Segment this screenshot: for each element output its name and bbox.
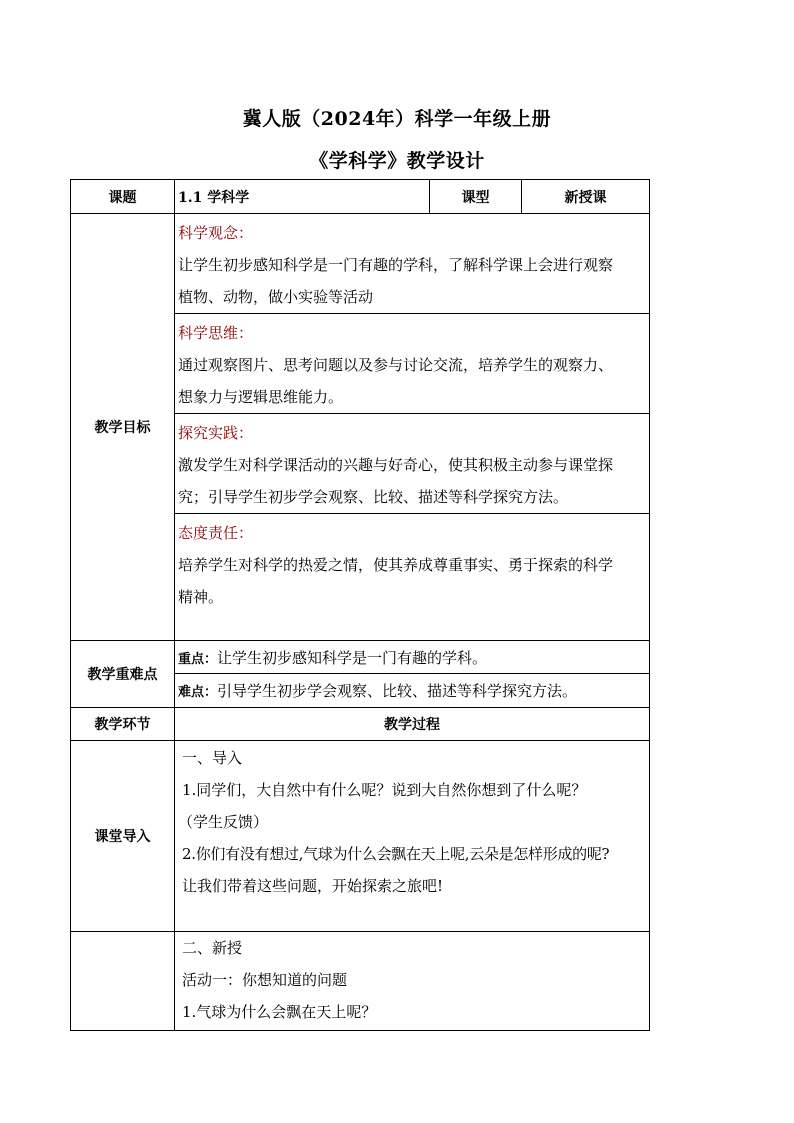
intro-content (175, 741, 650, 932)
table-row-topic (71, 180, 650, 214)
new-lesson-line: 1.气球为什么会飘在天上呢？ (182, 1003, 377, 1021)
objective-section (175, 314, 650, 414)
new-lesson-label (71, 932, 175, 1031)
topic-value: 1.1 学科学 (175, 180, 430, 214)
difficulty-label: 难点： (178, 685, 218, 700)
intro-line: 2.你们有没有想过,气球为什么会飘在天上呢,云朵是怎样形成的呢? (182, 845, 610, 863)
objective-line: 精神。 (178, 588, 224, 606)
objective-line: 通过观察图片、思考问题以及参与讨论交流，培养学生的观察力、 (178, 356, 614, 374)
objectives-label: 教学目标 (71, 214, 175, 641)
intro-line: （学生反馈） (178, 813, 269, 831)
table-row-intro (71, 741, 650, 932)
key-points-label: 教学重难点 (71, 641, 175, 708)
difficulty-text: 引导学生初步学会观察、比较、描述等科学探究方法。 (217, 682, 578, 700)
difficulty-cell (175, 674, 650, 708)
objective-section (175, 514, 650, 641)
objective-heading: 科学思维： (178, 324, 254, 342)
intro-line: 1.同学们，大自然中有什么呢？说到大自然你想到了什么呢？ (182, 781, 587, 799)
type-value: 新授课 (522, 180, 650, 214)
key-point-text: 让学生初步感知科学是一门有趣的学科。 (217, 648, 488, 667)
table-row-process-header (71, 708, 650, 741)
topic-label: 课题 (71, 180, 175, 214)
new-lesson-line: 活动一：你想知道的问题 (182, 971, 348, 989)
process-header: 教学过程 (175, 708, 650, 741)
intro-line: 一、导入 (182, 749, 243, 767)
objective-line: 想象力与逻辑思维能力。 (178, 388, 344, 406)
document-title: 冀人版（2024年）科学一年级上册 (242, 108, 552, 130)
key-point-label: 重点： (178, 651, 218, 667)
document-subtitle: 《学科学》教学设计 (309, 150, 485, 172)
new-lesson-line: 二、新授 (182, 939, 243, 957)
key-point-cell (175, 641, 650, 674)
table-row-key-point (71, 641, 650, 674)
new-lesson-content (175, 932, 650, 1031)
intro-label: 课堂导入 (71, 741, 175, 932)
objective-line: 让学生初步感知科学是一门有趣的学科，了解科学课上会进行观察 (178, 256, 614, 274)
lesson-plan-table (70, 179, 650, 1031)
type-label: 课型 (430, 180, 522, 214)
objective-section (175, 214, 650, 314)
intro-line: 让我们带着这些问题，开始探索之旅吧! (182, 877, 444, 895)
table-row-new-lesson (71, 932, 650, 1031)
objective-line: 究；引导学生初步学会观察、比较、描述等科学探究方法。 (178, 488, 569, 506)
objective-heading: 科学观念： (178, 224, 254, 242)
objective-section (175, 414, 650, 514)
objective-line: 植物、动物，做小实验等活动 (178, 288, 374, 306)
objective-line: 激发学生对科学课活动的兴趣与好奇心，使其积极主动参与课堂探 (178, 456, 614, 474)
table-row-objective (71, 214, 650, 314)
objective-line: 培养学生对科学的热爱之情，使其养成尊重事实、勇于探索的科学 (178, 556, 614, 574)
stage-header: 教学环节 (71, 708, 175, 741)
objective-heading: 探究实践： (178, 424, 254, 442)
objective-heading: 态度责任： (178, 524, 254, 542)
